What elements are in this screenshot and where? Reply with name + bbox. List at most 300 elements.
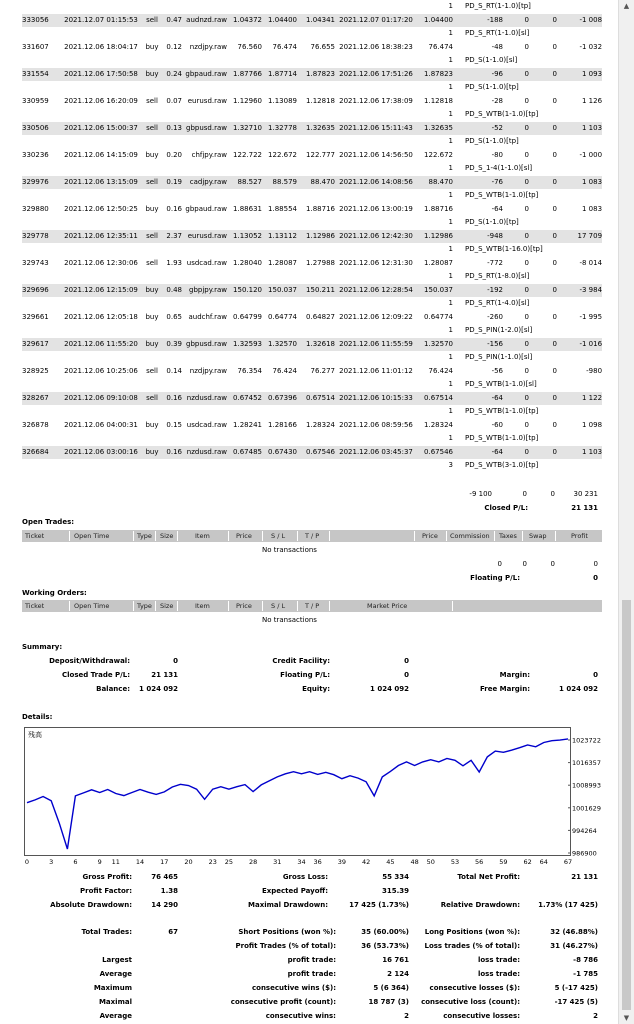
cell-commission: -192 (453, 284, 503, 298)
trade-comment: PD_S_PIN(1-2.0)[sl] (465, 326, 533, 334)
cell-close-price: 1.12818 (424, 96, 453, 105)
x-tick-label: 3 (49, 858, 54, 866)
cell-commission: -28 (491, 96, 503, 105)
cell-ticket: 329743 (22, 258, 49, 267)
total-swap: 0 (550, 490, 555, 498)
cell-price: 1.13052 (227, 230, 262, 244)
closed-pl-label: Closed P/L: (484, 504, 528, 512)
cell-type: sell (146, 258, 158, 267)
cell-tp: 1.87823 (297, 68, 335, 82)
summary-title: Summary: (22, 643, 63, 651)
maximal-drawdown-value: 17 425 (1.73%) (349, 901, 409, 909)
maximal-consecutive-profit-label: consecutive profit (count): (230, 998, 336, 1006)
chart-x-axis (20, 855, 580, 867)
comment-count: 1 (448, 353, 453, 361)
margin-value: 0 (593, 671, 598, 679)
cell-price: 88.527 (227, 176, 262, 190)
open-trades-empty: No transactions (262, 546, 317, 554)
cell-type: sell (142, 176, 162, 190)
cell-type: buy (142, 446, 162, 460)
cell-sl: 1.13089 (268, 96, 297, 105)
comment-count: 1 (448, 56, 453, 64)
cell-type: buy (145, 420, 159, 429)
table-row (22, 365, 602, 379)
col-swap: Swap (529, 532, 547, 540)
cell-close-price: 0.64774 (424, 312, 453, 321)
table-row-comment (22, 135, 602, 149)
y-tick-label: 1023722 (572, 736, 601, 745)
cell-price: 1.87766 (227, 68, 262, 82)
cell-taxes: 0 (503, 122, 529, 136)
open-total-commission: 0 (497, 560, 502, 568)
cell-tp: 1.12818 (306, 96, 335, 105)
cell-open-time: 2021.12.06 11:55:20 (60, 338, 142, 352)
table-row-comment (22, 270, 602, 284)
wo-col-sl: S / L (271, 602, 286, 610)
cell-close-time: 2021.12.06 17:38:09 (339, 96, 413, 105)
cell-type: sell (142, 14, 162, 28)
comment-count: 3 (448, 461, 453, 469)
cell-profit: 1 083 (582, 204, 603, 213)
equity-label: Equity: (302, 685, 330, 693)
cell-ticket: 329778 (22, 230, 60, 244)
cell-tp: 1.27988 (306, 258, 335, 267)
avg-consecutive-wins-value: 2 (404, 1012, 409, 1020)
cell-item: gbpusd.raw (182, 338, 227, 352)
comment-count: 1 (448, 164, 453, 172)
cell-size: 0.14 (166, 366, 182, 375)
cell-close-price: 76.474 (428, 42, 453, 51)
cell-taxes: 0 (503, 230, 529, 244)
cell-sl: 0.67396 (262, 392, 297, 406)
table-row (22, 230, 602, 244)
x-tick-label: 9 (97, 858, 102, 866)
cell-taxes: 0 (524, 420, 529, 429)
cell-item: audnzd.raw (182, 14, 227, 28)
cell-open-time: 2021.12.06 12:15:09 (60, 284, 142, 298)
avg-consecutive-wins-label: consecutive wins: (265, 1012, 336, 1020)
average-loss-value: -1 785 (573, 970, 598, 978)
cell-commission: -948 (453, 230, 503, 244)
cell-profit: -980 (586, 366, 603, 375)
trade-comment: PD_S_WTB(1-1.0)[tp] (465, 434, 539, 442)
cell-item: gbpaud.raw (185, 204, 227, 213)
profit-trades-value: 36 (53.73%) (361, 942, 409, 950)
x-tick-label: 67 (563, 858, 573, 866)
comment-count: 1 (448, 326, 453, 334)
x-tick-label: 62 (523, 858, 532, 866)
cell-item: gbpaud.raw (182, 68, 227, 82)
gross-loss-value: 55 334 (382, 873, 409, 881)
average-profit-value: 2 124 (387, 970, 409, 978)
cell-sl: 76.474 (272, 42, 297, 51)
cell-open-time: 2021.12.06 12:05:18 (64, 312, 138, 321)
comment-count: 1 (448, 272, 453, 280)
cell-type: buy (145, 42, 159, 51)
wo-col-size: Size (160, 602, 174, 610)
maximum-label: Maximum (93, 984, 132, 992)
trade-comment: PD_S_WTB(1-16.0)[tp] (465, 245, 543, 253)
closed-trade-pl-value: 21 131 (151, 671, 178, 679)
absolute-drawdown-value: 14 290 (151, 901, 178, 909)
trade-comment: PD_S(1-1.0)[tp] (465, 218, 519, 226)
cell-type: sell (142, 392, 162, 406)
cell-close-time: 2021.12.06 15:11:43 (335, 122, 417, 136)
cell-close-time: 2021.12.06 12:09:22 (339, 312, 413, 321)
col-price: Price (236, 532, 252, 540)
long-positions-label: Long Positions (won %): (424, 928, 520, 936)
cell-swap: 0 (552, 366, 557, 375)
working-orders-header (22, 600, 602, 612)
trade-comment: PD_S_RT(1-1.0)[sl] (465, 29, 530, 37)
comment-count: 1 (448, 110, 453, 118)
trade-comment: PD_S_RT(1-8.0)[sl] (465, 272, 530, 280)
table-row-comment (22, 27, 602, 41)
total-trades-value: 67 (168, 928, 178, 936)
cell-swap: 0 (552, 204, 557, 213)
cell-profit: 1 103 (557, 446, 602, 460)
free-margin-label: Free Margin: (479, 685, 530, 693)
col-profit: Profit (571, 532, 588, 540)
cell-close-time: 2021.12.06 03:45:37 (335, 446, 417, 460)
col-taxes: Taxes (499, 532, 517, 540)
x-tick-label: 34 (297, 858, 306, 866)
cell-close-time: 2021.12.06 18:38:23 (339, 42, 413, 51)
cell-close-time: 2021.12.06 17:51:26 (335, 68, 417, 82)
cell-commission: -64 (453, 446, 503, 460)
table-row (22, 149, 602, 163)
x-tick-label: 14 (135, 858, 145, 866)
comment-count: 1 (448, 380, 453, 388)
cell-profit: -1 016 (557, 338, 602, 352)
cell-ticket: 330506 (22, 122, 60, 136)
cell-tp: 1.12986 (297, 230, 335, 244)
cell-ticket: 326878 (22, 420, 49, 429)
comment-count: 1 (448, 218, 453, 226)
cell-size: 0.19 (162, 176, 182, 190)
cell-size: 0.15 (166, 420, 182, 429)
col-tp: T / P (305, 532, 320, 540)
x-tick-label: 45 (386, 858, 395, 866)
closed-transactions-table (22, 0, 602, 473)
cell-type: sell (142, 230, 162, 244)
comment-count: 1 (448, 299, 453, 307)
short-positions-label: Short Positions (won %): (238, 928, 336, 936)
cell-sl: 1.13112 (262, 230, 297, 244)
cell-type: sell (146, 96, 158, 105)
cell-type: buy (145, 150, 159, 159)
cell-tp: 76.655 (310, 42, 335, 51)
cell-open-time: 2021.12.06 12:50:25 (64, 204, 138, 213)
y-tick-label: 986900 (572, 849, 597, 858)
table-row (22, 68, 602, 82)
cell-profit: -1 000 (579, 150, 603, 159)
average-loss-label: loss trade: (477, 970, 520, 978)
cell-sl: 76.424 (272, 366, 297, 375)
col-ticket: Ticket (25, 532, 45, 540)
cell-swap: 0 (529, 446, 557, 460)
cell-close-time: 2021.12.06 11:01:12 (339, 366, 413, 375)
cell-size: 1.93 (166, 258, 182, 267)
cell-swap: 0 (529, 14, 557, 28)
cell-open-time: 2021.12.07 01:15:53 (60, 14, 142, 28)
x-tick-label: 23 (208, 858, 217, 866)
cell-size: 0.12 (166, 42, 182, 51)
trade-comment: PD_S_WTB(1-1.0)[tp] (465, 110, 539, 118)
cell-close-price: 1.32635 (417, 122, 453, 136)
x-tick-label: 36 (313, 858, 322, 866)
cell-item: nzdjpy.raw (189, 366, 227, 375)
cell-profit: 17 709 (557, 230, 602, 244)
credit-label: Credit Facility: (272, 657, 330, 665)
scrollbar-thumb[interactable] (622, 600, 631, 1010)
gross-loss-label: Gross Loss: (282, 873, 328, 881)
cell-type: buy (142, 68, 162, 82)
cell-swap: 0 (529, 176, 557, 190)
table-row (22, 284, 602, 298)
trade-comment: PD_S(1-1.0)[tp] (465, 137, 519, 145)
table-row-comment (22, 459, 602, 473)
cell-profit: 1 126 (582, 96, 603, 105)
cell-swap: 0 (529, 338, 557, 352)
table-row-comment (22, 189, 602, 203)
cell-swap: 0 (529, 284, 557, 298)
cell-commission: -64 (491, 204, 503, 213)
comment-count: 1 (448, 407, 453, 415)
x-tick-label: 20 (184, 858, 193, 866)
cell-type: buy (145, 204, 159, 213)
largest-loss-label: loss trade: (477, 956, 520, 964)
balance-line (27, 739, 568, 849)
cell-ticket: 333056 (22, 14, 60, 28)
cell-taxes: 0 (524, 312, 529, 321)
absolute-drawdown-label: Absolute Drawdown: (50, 901, 132, 909)
cell-close-price: 0.67514 (417, 392, 453, 406)
cell-size: 0.24 (162, 68, 182, 82)
cell-close-price: 88.470 (417, 176, 453, 190)
cell-close-time: 2021.12.06 13:00:19 (339, 204, 413, 213)
cell-commission: -96 (453, 68, 503, 82)
cell-profit: 1 083 (557, 176, 602, 190)
relative-drawdown-label: Relative Drawdown: (440, 901, 520, 909)
largest-profit-label: profit trade: (287, 956, 336, 964)
table-row-comment (22, 54, 602, 68)
cell-swap: 0 (529, 230, 557, 244)
vertical-scrollbar[interactable] (618, 0, 634, 1024)
x-tick-label: 31 (273, 858, 282, 866)
wo-col-type: Type (137, 602, 152, 610)
cell-taxes: 0 (503, 284, 529, 298)
col-open-time: Open Time (74, 532, 110, 540)
cell-close-time: 2021.12.06 14:56:50 (339, 150, 413, 159)
deposit-label: Deposit/Withdrawal: (49, 657, 130, 665)
average-label: Average (99, 970, 132, 978)
cell-swap: 0 (552, 258, 557, 267)
maximal-consecutive-loss-label: consecutive loss (count): (421, 998, 520, 1006)
open-trades-title: Open Trades: (22, 518, 75, 526)
table-row-comment (22, 405, 602, 419)
cell-type: buy (145, 312, 159, 321)
cell-open-time: 2021.12.06 17:50:58 (60, 68, 142, 82)
cell-swap: 0 (529, 392, 557, 406)
cell-sl: 150.037 (262, 284, 297, 298)
avg-consecutive-losses-value: 2 (593, 1012, 598, 1020)
open-total-profit: 0 (593, 560, 598, 568)
cell-tp: 1.88716 (306, 204, 335, 213)
table-row (22, 257, 602, 271)
cell-commission: -56 (491, 366, 503, 375)
cell-close-time: 2021.12.06 12:31:30 (339, 258, 413, 267)
comment-count: 1 (448, 434, 453, 442)
x-tick-label: 64 (539, 858, 548, 866)
trade-comment: PD_S(1-1.0)[sl] (465, 56, 518, 64)
cell-ticket: 328267 (22, 392, 60, 406)
cell-size: 2.37 (162, 230, 182, 244)
relative-drawdown-value: 1.73% (17 425) (538, 901, 598, 909)
comment-count: 1 (448, 83, 453, 91)
balance-label: Balance: (96, 685, 130, 693)
open-trades-header (22, 530, 602, 542)
trade-comment: PD_S_RT(1-1.0)[tp] (465, 2, 531, 10)
cell-profit: -3 984 (557, 284, 602, 298)
details-title: Details: (22, 713, 53, 721)
trade-comment: PD_S_RT(1-4.0)[sl] (465, 299, 530, 307)
wo-col-open-time: Open Time (74, 602, 110, 610)
cell-type: buy (142, 338, 162, 352)
scroll-down-icon[interactable]: ▼ (623, 1014, 630, 1022)
cell-open-time: 2021.12.06 10:25:06 (64, 366, 138, 375)
comment-count: 1 (448, 29, 453, 37)
cell-tp: 150.211 (297, 284, 335, 298)
cell-open-time: 2021.12.06 09:10:08 (60, 392, 142, 406)
col-commission: Commission (450, 532, 490, 540)
profit-factor-label: Profit Factor: (79, 887, 132, 895)
cell-ticket: 330959 (22, 96, 49, 105)
cell-taxes: 0 (503, 176, 529, 190)
trade-comment: PD_S_WTB(3-1.0)[tp] (465, 461, 539, 469)
cell-size: 0.48 (162, 284, 182, 298)
cell-price: 1.04372 (227, 14, 262, 28)
cell-ticket: 331554 (22, 68, 60, 82)
cell-taxes: 0 (503, 68, 529, 82)
table-row-comment (22, 243, 602, 257)
margin-label: Margin: (499, 671, 530, 679)
table-row (22, 122, 602, 136)
y-tick-label: 1008993 (572, 781, 601, 790)
equity-value: 1 024 092 (370, 685, 409, 693)
table-row (22, 176, 602, 190)
x-tick-label: 39 (337, 858, 347, 866)
cell-ticket: 329880 (22, 204, 49, 213)
table-row-comment (22, 162, 602, 176)
max-consecutive-losses-label: consecutive losses ($): (429, 984, 520, 992)
comment-count: 1 (448, 191, 453, 199)
scroll-up-icon[interactable]: ▲ (623, 2, 630, 10)
floating-pl-label: Floating P/L: (470, 574, 520, 582)
y-tick-label: 994264 (572, 826, 597, 835)
cell-item: chfjpy.raw (191, 150, 227, 159)
x-tick-label: 56 (475, 858, 484, 866)
cell-open-time: 2021.12.06 12:35:11 (60, 230, 142, 244)
cell-price: 1.88631 (233, 204, 262, 213)
cell-price: 150.120 (227, 284, 262, 298)
cell-size: 0.16 (162, 392, 182, 406)
cell-profit: -1 032 (579, 42, 603, 51)
wo-col-tp: T / P (305, 602, 320, 610)
trade-comment: PD_S_PIN(1-1.0)[sl] (465, 353, 533, 361)
cell-swap: 0 (552, 420, 557, 429)
cell-close-time: 2021.12.06 10:15:33 (335, 392, 417, 406)
cell-type: sell (146, 366, 158, 375)
cell-close-time: 2021.12.06 14:08:56 (335, 176, 417, 190)
cell-size: 0.65 (166, 312, 182, 321)
x-tick-label: 48 (410, 858, 419, 866)
cell-item: nzdusd.raw (182, 392, 227, 406)
cell-sl: 88.579 (262, 176, 297, 190)
balance-chart-svg (25, 728, 570, 855)
balance-chart (24, 727, 571, 856)
cell-open-time: 2021.12.06 13:15:09 (60, 176, 142, 190)
cell-tp: 0.67514 (297, 392, 335, 406)
max-consecutive-wins-value: 5 (6 364) (373, 984, 409, 992)
x-tick-label: 25 (224, 858, 234, 866)
avg-consecutive-losses-label: consecutive losses: (443, 1012, 520, 1020)
wo-col-market-price: Market Price (367, 602, 408, 610)
summary-floating-label: Floating P/L: (280, 671, 330, 679)
working-orders-empty: No transactions (262, 616, 317, 624)
cell-size: 0.39 (162, 338, 182, 352)
col-size: Size (160, 532, 174, 540)
trade-comment: PD_S_WTB(1-1.0)[sl] (465, 380, 537, 388)
cell-commission: -52 (453, 122, 503, 136)
cell-type: sell (142, 122, 162, 136)
trade-comment: PD_S_WTB(1-1.0)[tp] (465, 407, 539, 415)
y-tick-label: 1001629 (572, 804, 601, 813)
cell-open-time: 2021.12.06 16:20:09 (64, 96, 138, 105)
cell-sl: 122.672 (268, 150, 297, 159)
cell-item: gbpusd.raw (182, 122, 227, 136)
cell-price: 1.28040 (233, 258, 262, 267)
table-row (22, 95, 602, 109)
cell-sl: 1.04400 (262, 14, 297, 28)
cell-tp: 1.32618 (297, 338, 335, 352)
cell-open-time: 2021.12.06 03:00:16 (60, 446, 142, 460)
wo-col-ticket: Ticket (25, 602, 45, 610)
cell-close-time: 2021.12.06 11:55:59 (335, 338, 417, 352)
deposit-value: 0 (173, 657, 178, 665)
table-row (22, 311, 602, 325)
cell-item: gbpjpy.raw (182, 284, 227, 298)
profit-factor-value: 1.38 (160, 887, 178, 895)
cell-swap: 0 (552, 42, 557, 51)
cell-ticket: 330236 (22, 150, 49, 159)
cell-close-time: 2021.12.07 01:17:20 (335, 14, 417, 28)
table-row (22, 392, 602, 406)
cell-commission: -772 (487, 258, 503, 267)
cell-close-price: 76.424 (428, 366, 453, 375)
cell-tp: 0.67546 (297, 446, 335, 460)
cell-size: 0.16 (166, 204, 182, 213)
cell-taxes: 0 (503, 392, 529, 406)
cell-item: cadjpy.raw (182, 176, 227, 190)
cell-ticket: 329661 (22, 312, 49, 321)
cell-ticket: 328925 (22, 366, 49, 375)
cell-taxes: 0 (524, 150, 529, 159)
cell-close-price: 0.67546 (417, 446, 453, 460)
total-net-label: Total Net Profit: (457, 873, 520, 881)
total-taxes: 0 (522, 490, 527, 498)
cell-tp: 1.28324 (306, 420, 335, 429)
